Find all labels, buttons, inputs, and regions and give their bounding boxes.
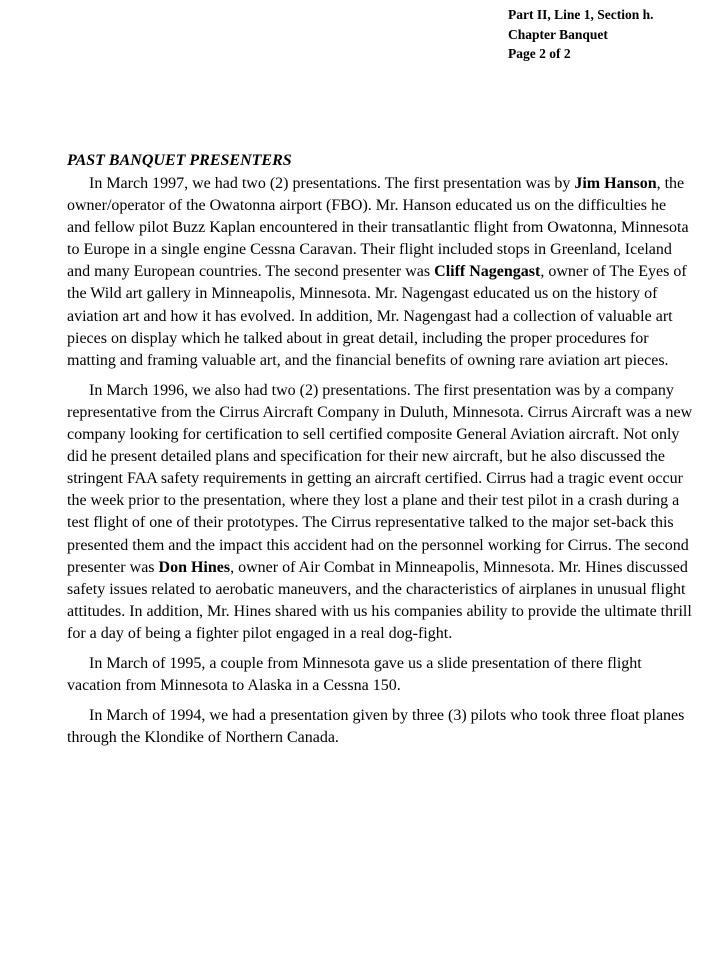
paragraph-text: , owner of The Eyes of the Wild art gallery in Minneapolis, Minnesota. Mr. Nagengast educated us on the history of aviation art and how it has evolved. In addition, Mr. Nagengast had a collection of valuable art pieces on display which he talked about in great detail, including the proper procedures for matting and framing valuable art, and the financial benefits of owning rare aviation art pieces. <box>67 263 687 369</box>
presenter-name-don-hines: Don Hines <box>158 558 231 576</box>
paragraph-1997 <box>67 173 693 372</box>
header-section-reference: Part II, Line 1, Section h. <box>508 7 654 22</box>
paragraph-text: , the owner/operator of the Owatonna airport (FBO). Mr. Hanson educated us on the difficulties he and fellow pilot Buzz Kaplan encountered in their transatlantic flight from Owatonna, Minnesota to Europe in a single engine Cessna Caravan. Their flight included stops in Greenland, Iceland and many European countries. The second presenter was <box>67 175 689 281</box>
paragraph-text: In March 1997, we had two (2) presentations. The first presentation was by <box>89 175 575 192</box>
paragraph-1994 <box>67 705 693 749</box>
header-page-number: Page 2 of 2 <box>508 46 571 61</box>
presenter-name-cliff-nagengast: Cliff Nagengast <box>434 263 541 281</box>
paragraph-1995 <box>67 653 693 697</box>
paragraph-text: In March 1996, we also had two (2) presentations. The first presentation was by a company representative from the Cirrus Aircraft Company in Duluth, Minnesota. Cirrus Aircraft was a new company looking for certification to sell certified composite General Aviation aircraft. Not only did he present detailed plans and specification for their new aircraft, but he also discussed the stringent FAA safety requirements in getting an aircraft certified. Cirrus had a tragic event occur the week prior to the presentation, where they lost a plane and their test pilot in a crash during a test flight of one of their prototypes. The Cirrus representative talked to the major set-back this presented them and the impact this accident had on the personnel working for Cirrus. The second presenter was <box>67 381 693 576</box>
presenter-name-jim-hanson: Jim Hanson <box>574 175 657 192</box>
document-body <box>67 150 693 757</box>
paragraph-1996 <box>67 380 693 645</box>
paragraph-text: In March of 1995, a couple from Minnesota gave us a slide presentation of there flight vacation from Minnesota to Alaska in a Cessna 150. <box>67 654 642 695</box>
page-header <box>508 5 713 64</box>
paragraph-text: In March of 1994, we had a presentation given by three (3) pilots who took three float planes through the Klondike of Northern Canada. <box>67 707 685 747</box>
header-chapter-name: Chapter Banquet <box>508 26 608 42</box>
section-title: PAST BANQUET PRESENTERS <box>67 152 292 169</box>
paragraph-text: , owner of Air Combat in Minneapolis, Minnesota. Mr. Hines discussed safety issues related to aerobatic maneuvers, and the characteristics of airplanes in unusual flight attitudes. In addition, Mr. Hines shared with us his companies ability to provide the ultimate thrill for a day of being a fighter pilot engaged in a real dog-fight. <box>67 558 692 642</box>
